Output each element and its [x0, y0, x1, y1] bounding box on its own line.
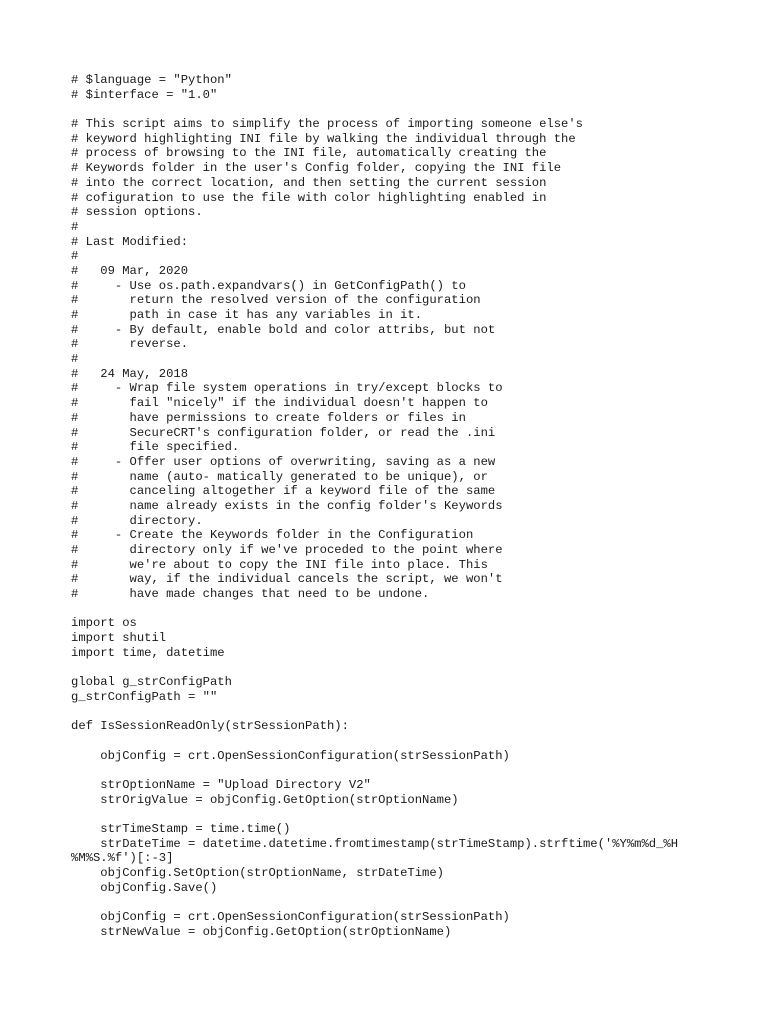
code-line: strTimeStamp = time.time() [71, 822, 291, 837]
code-line: g_strConfigPath = "" [71, 689, 218, 704]
comment-line: # [71, 352, 79, 367]
blank-line [71, 705, 761, 720]
comment-line: # 24 May, 2018 [71, 366, 189, 381]
comment-line: # into the correct location, and then setting the current session [71, 175, 547, 190]
comment-line: # way, if the individual cancels the script, we won't [71, 572, 503, 587]
comment-line: # - Create the Keywords folder in the Configuration [71, 528, 474, 543]
comment-line: # directory. [71, 513, 203, 528]
blank-line [71, 807, 761, 822]
code-line: strOrigValue = objConfig.GetOption(strOptionName) [71, 792, 459, 807]
comment-line: # This script aims to simplify the process of importing someone else's [71, 117, 583, 132]
code-line: objConfig = crt.OpenSessionConfiguration(strSessionPath) [71, 748, 510, 763]
comment-line: # path in case it has any variables in it. [71, 308, 423, 322]
code-line: import os [71, 616, 137, 631]
blank-line [71, 896, 761, 911]
code-line: import shutil [71, 631, 167, 646]
comment-line: # $interface = "1.0" [71, 87, 218, 102]
comment-line: # name (auto- matically generated to be unique), or [71, 469, 488, 484]
comment-line: # file specified. [71, 440, 240, 455]
code-line: import time, datetime [71, 645, 225, 660]
comment-line: # have made changes that need to be undone. [71, 587, 430, 602]
comment-line: # fail "nicely" if the individual doesn't happen to [71, 396, 488, 411]
comment-line: # name already exists in the config folder's Keywords [71, 498, 503, 513]
comment-line: # - Offer user options of overwriting, saving as a new [71, 454, 496, 469]
code-line: strDateTime = datetime.datetime.fromtimestamp(strTimeStamp).strftime('%Y%m%d_%H [71, 836, 679, 851]
code-line: %M%S.%f')[:-3] [71, 851, 174, 866]
code-line: strNewValue = objConfig.GetOption(strOptionName) [71, 924, 452, 939]
comment-line: # session options. [71, 205, 203, 220]
comment-line: # 09 Mar, 2020 [71, 263, 189, 278]
comment-line: # Keywords folder in the user's Config folder, copying the INI file [71, 161, 562, 176]
comment-line: # cofiguration to use the file with color highlighting enabled in [71, 190, 547, 205]
comment-line: # reverse. [71, 337, 189, 352]
code-line: objConfig.SetOption(strOptionName, strDateTime) [71, 866, 444, 881]
blank-line [71, 102, 761, 117]
comment-line: # $language = "Python" [71, 73, 232, 87]
comment-line: # - Use os.path.expandvars() in GetConfigPath() to [71, 278, 466, 293]
comment-line: # [71, 249, 79, 264]
code-line: global g_strConfigPath [71, 675, 232, 690]
comment-line: # [71, 219, 79, 234]
blank-line [71, 661, 761, 676]
comment-line: # canceling altogether if a keyword file of the same [71, 484, 496, 499]
comment-line: # we're about to copy the INI file into place. This [71, 557, 488, 572]
comment-line: # process of browsing to the INI file, automatically creating the [71, 146, 547, 161]
comment-line: # directory only if we've proceded to the point where [71, 543, 503, 557]
code-line: def IsSessionReadOnly(strSessionPath): [71, 719, 349, 734]
code-document [71, 73, 761, 940]
comment-line: # Last Modified: [71, 234, 189, 249]
code-line: strOptionName = "Upload Directory V2" [71, 778, 371, 792]
blank-line [71, 602, 761, 617]
comment-line: # have permissions to create folders or files in [71, 410, 466, 425]
blank-line [71, 734, 761, 749]
blank-line [71, 763, 761, 778]
code-line: objConfig = crt.OpenSessionConfiguration(strSessionPath) [71, 910, 510, 925]
comment-line: # - Wrap file system operations in try/except blocks to [71, 381, 503, 396]
comment-line: # - By default, enable bold and color attribs, but not [71, 322, 496, 337]
comment-line: # return the resolved version of the configuration [71, 293, 481, 308]
comment-line: # keyword highlighting INI file by walking the individual through the [71, 131, 576, 146]
comment-line: # SecureCRT's configuration folder, or read the .ini [71, 425, 496, 440]
code-line: objConfig.Save() [71, 880, 218, 895]
